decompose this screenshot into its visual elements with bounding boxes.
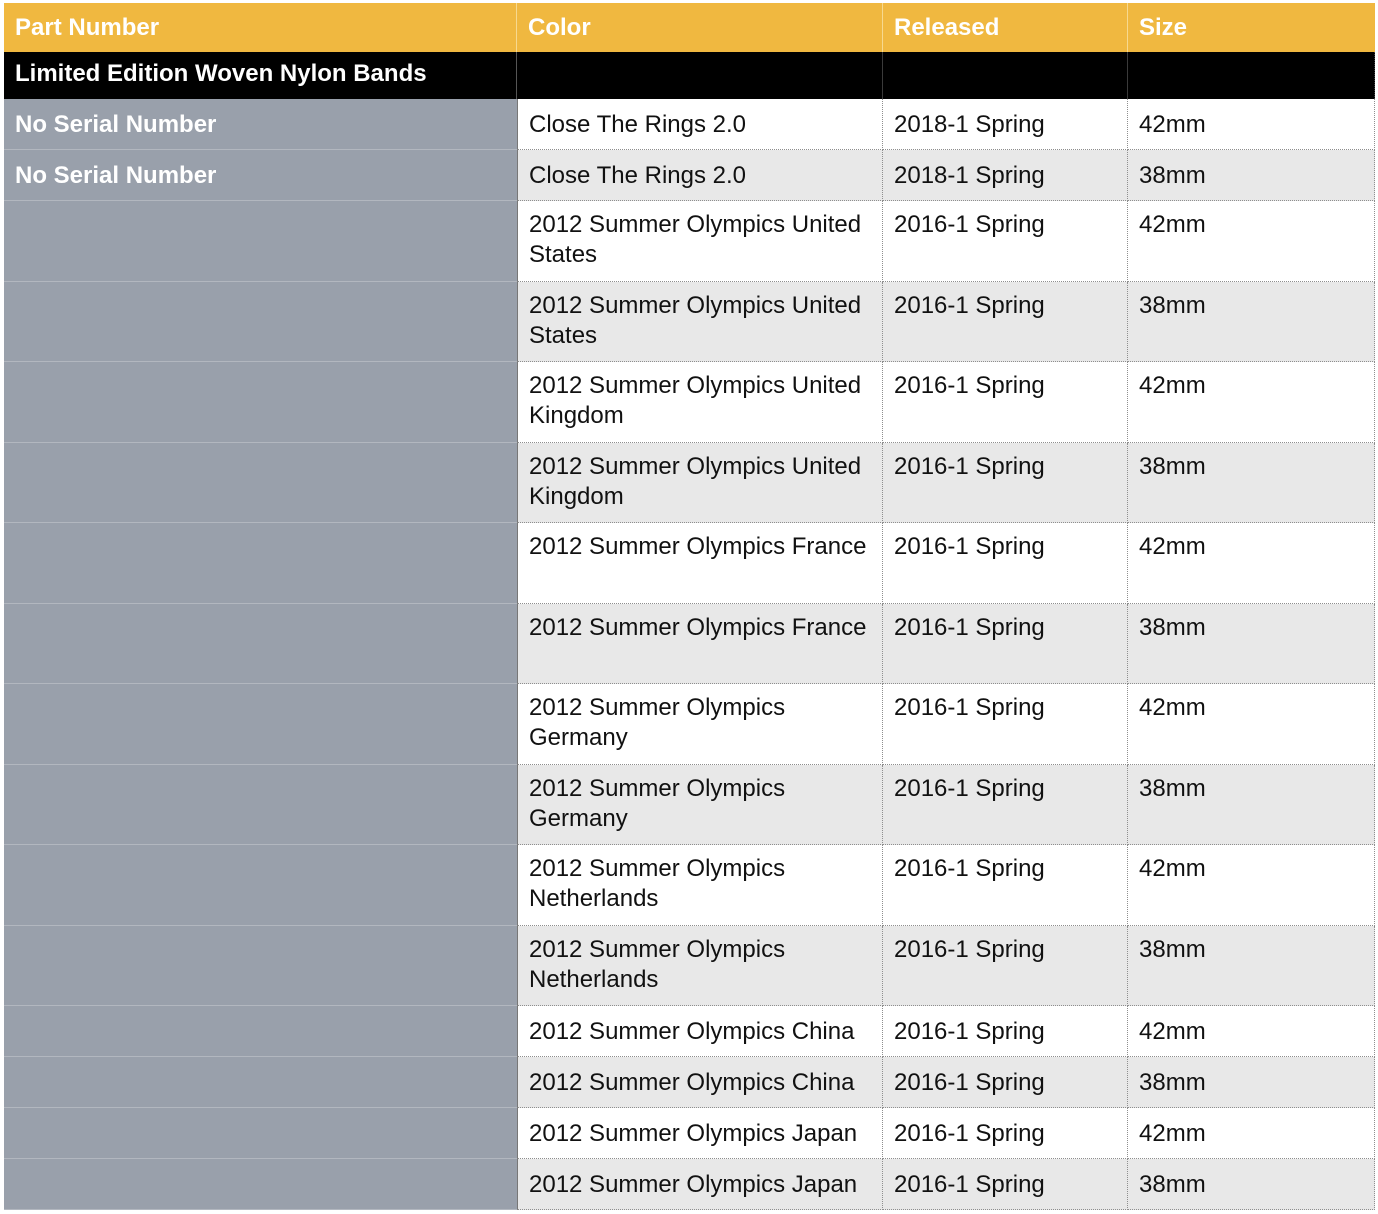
color-cell[interactable]: 2012 Summer Olympics Netherlands: [517, 845, 883, 926]
released-cell[interactable]: 2016-1 Spring: [883, 282, 1128, 363]
table-row: [4, 443, 1375, 524]
released-cell[interactable]: 2016-1 Spring: [883, 201, 1128, 282]
size-cell[interactable]: 38mm: [1128, 1159, 1375, 1210]
released-cell[interactable]: 2016-1 Spring: [883, 1108, 1128, 1159]
table-row: [4, 99, 1375, 150]
color-cell[interactable]: 2012 Summer Olympics United States: [517, 282, 883, 363]
released-cell[interactable]: 2018-1 Spring: [883, 150, 1128, 201]
size-cell[interactable]: 42mm: [1128, 99, 1375, 150]
released-cell[interactable]: 2016-1 Spring: [883, 926, 1128, 1007]
column-header-color[interactable]: Color: [517, 3, 883, 52]
spreadsheet-table: [4, 3, 1375, 1210]
section-row: [4, 52, 1375, 99]
section-cell-empty[interactable]: [883, 52, 1128, 99]
size-cell[interactable]: 42mm: [1128, 362, 1375, 443]
table-row: [4, 684, 1375, 765]
header-row: [4, 3, 1375, 52]
part-number-cell[interactable]: [4, 684, 517, 765]
part-number-cell[interactable]: [4, 1108, 517, 1159]
column-header-part-number[interactable]: Part Number: [4, 3, 517, 52]
color-cell[interactable]: 2012 Summer Olympics Japan: [517, 1159, 883, 1210]
part-number-cell[interactable]: No Serial Number: [4, 150, 517, 201]
table-row: [4, 926, 1375, 1007]
size-cell[interactable]: 42mm: [1128, 684, 1375, 765]
part-number-cell[interactable]: [4, 362, 517, 443]
size-cell[interactable]: 38mm: [1128, 443, 1375, 524]
part-number-cell[interactable]: [4, 845, 517, 926]
color-cell[interactable]: 2012 Summer Olympics United Kingdom: [517, 362, 883, 443]
size-cell[interactable]: 42mm: [1128, 523, 1375, 604]
released-cell[interactable]: 2016-1 Spring: [883, 1006, 1128, 1057]
part-number-cell[interactable]: [4, 926, 517, 1007]
table-row: [4, 201, 1375, 282]
table-row: [4, 765, 1375, 846]
color-cell[interactable]: Close The Rings 2.0: [517, 99, 883, 150]
released-cell[interactable]: 2016-1 Spring: [883, 362, 1128, 443]
table-row: [4, 1159, 1375, 1210]
released-cell[interactable]: 2016-1 Spring: [883, 604, 1128, 685]
table-row: [4, 1006, 1375, 1057]
table-row: [4, 1108, 1375, 1159]
released-cell[interactable]: 2016-1 Spring: [883, 523, 1128, 604]
size-cell[interactable]: 42mm: [1128, 845, 1375, 926]
part-number-cell[interactable]: [4, 443, 517, 524]
part-number-cell[interactable]: [4, 1057, 517, 1108]
released-cell[interactable]: 2016-1 Spring: [883, 443, 1128, 524]
released-cell[interactable]: 2018-1 Spring: [883, 99, 1128, 150]
released-cell[interactable]: 2016-1 Spring: [883, 765, 1128, 846]
table-row: [4, 362, 1375, 443]
color-cell[interactable]: 2012 Summer Olympics France: [517, 523, 883, 604]
color-cell[interactable]: Close The Rings 2.0: [517, 150, 883, 201]
column-header-released[interactable]: Released: [883, 3, 1128, 52]
part-number-cell[interactable]: [4, 523, 517, 604]
section-title[interactable]: Limited Edition Woven Nylon Bands: [4, 52, 517, 99]
size-cell[interactable]: 38mm: [1128, 1057, 1375, 1108]
color-cell[interactable]: 2012 Summer Olympics United States: [517, 201, 883, 282]
size-cell[interactable]: 42mm: [1128, 1006, 1375, 1057]
size-cell[interactable]: 38mm: [1128, 926, 1375, 1007]
table-body: [4, 99, 1375, 1210]
color-cell[interactable]: 2012 Summer Olympics Netherlands: [517, 926, 883, 1007]
color-cell[interactable]: 2012 Summer Olympics China: [517, 1006, 883, 1057]
released-cell[interactable]: 2016-1 Spring: [883, 1159, 1128, 1210]
table-row: [4, 282, 1375, 363]
size-cell[interactable]: 38mm: [1128, 765, 1375, 846]
size-cell[interactable]: 42mm: [1128, 1108, 1375, 1159]
color-cell[interactable]: 2012 Summer Olympics Germany: [517, 684, 883, 765]
size-cell[interactable]: 38mm: [1128, 150, 1375, 201]
size-cell[interactable]: 38mm: [1128, 282, 1375, 363]
part-number-cell[interactable]: [4, 1159, 517, 1210]
section-cell-empty[interactable]: [517, 52, 883, 99]
color-cell[interactable]: 2012 Summer Olympics China: [517, 1057, 883, 1108]
column-header-size[interactable]: Size: [1139, 14, 1188, 41]
table-row: [4, 523, 1375, 604]
table-row: [4, 845, 1375, 926]
released-cell[interactable]: 2016-1 Spring: [883, 684, 1128, 765]
part-number-cell[interactable]: [4, 604, 517, 685]
color-cell[interactable]: 2012 Summer Olympics Japan: [517, 1108, 883, 1159]
color-cell[interactable]: 2012 Summer Olympics Germany: [517, 765, 883, 846]
table-row: [4, 604, 1375, 685]
released-cell[interactable]: 2016-1 Spring: [883, 1057, 1128, 1108]
part-number-cell[interactable]: [4, 201, 517, 282]
part-number-cell[interactable]: [4, 1006, 517, 1057]
section-cell-empty[interactable]: [1128, 52, 1375, 99]
part-number-cell[interactable]: [4, 282, 517, 363]
table-row: [4, 1057, 1375, 1108]
table-row: [4, 150, 1375, 201]
part-number-cell[interactable]: No Serial Number: [4, 99, 517, 150]
color-cell[interactable]: 2012 Summer Olympics United Kingdom: [517, 443, 883, 524]
released-cell[interactable]: 2016-1 Spring: [883, 845, 1128, 926]
color-cell[interactable]: 2012 Summer Olympics France: [517, 604, 883, 685]
part-number-cell[interactable]: [4, 765, 517, 846]
size-cell[interactable]: 42mm: [1128, 201, 1375, 282]
size-cell[interactable]: 38mm: [1128, 604, 1375, 685]
